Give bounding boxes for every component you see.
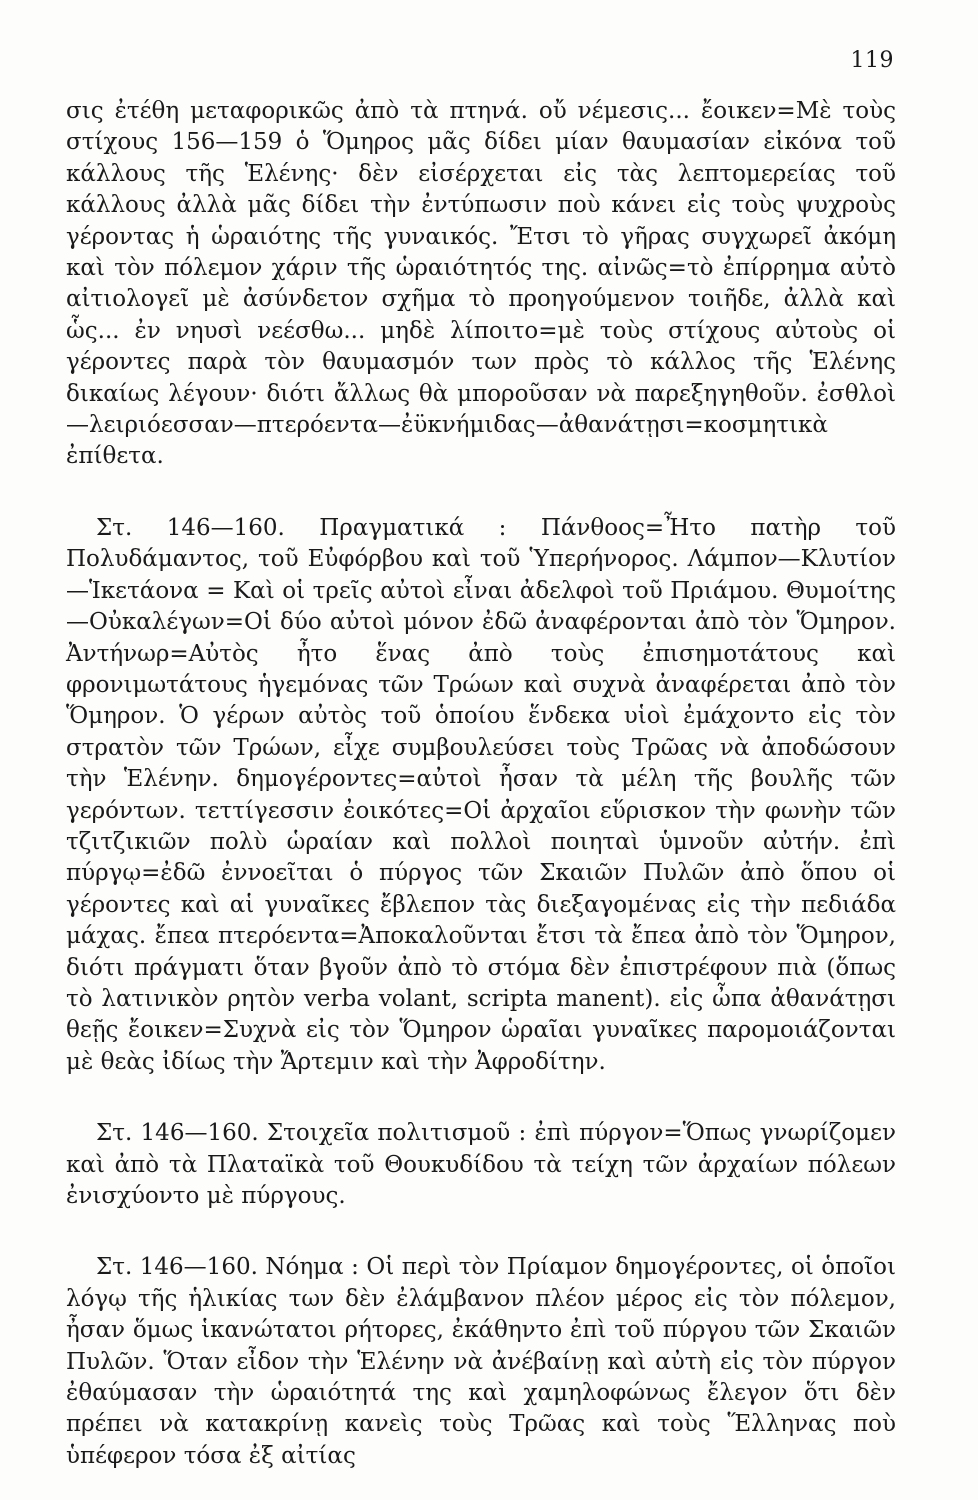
paragraph-politismos: Στ. 146—160. Στοιχεῖα πολιτισμοῦ : ἐπὶ πύργον=Ὅπως γνωρίζομεν καὶ ἀπὸ τὰ Πλαταϊκὰ τοῦ Θουκυδίδου τὰ τείχη τῶν ἀρχαίων πόλεων ἐνισχύοντο μὲ πύργους. xyxy=(66,1120,896,1209)
page-number: 119 xyxy=(850,48,894,73)
page-body xyxy=(66,96,896,1472)
paragraph-pragmatika: Στ. 146—160. Πραγματικά : Πάνθοος=Ἦτο πατὴρ τοῦ Πολυδάμαντος, τοῦ Εὐφόρβου καὶ τοῦ Ὑπερήνορος. Λάμπον—Κλυτίον—Ἱκετάονα = Καὶ οἱ τρεῖς αὐτοὶ εἶναι ἀδελφοὶ τοῦ Πριάμου. Θυμοίτης—Οὐκαλέγων=Οἱ δύο αὐτοὶ μόνον ἐδῶ ἀναφέρονται ἀπὸ τὸν Ὅμηρον. Ἀντήνωρ=Αὐτὸς ἦτο ἕνας ἀπὸ τοὺς ἐπισημοτάτους καὶ φρονιμωτάτους ἡγεμόνας τῶν Τρώων καὶ συχνὰ ἀναφέρεται ἀπὸ τὸν Ὅμηρον. Ὁ γέρων αὐτὸς τοῦ ὁποίου ἕνδεκα υἱοὶ ἐμάχοντο εἰς τὸν στρατὸν τῶν Τρώων, εἶχε συμβουλεύσει τοὺς Τρῶας νὰ ἀποδώσουν τὴν Ἑλένην. δημογέροντες=αὐτοὶ ἦσαν τὰ μέλη τῆς βουλῆς τῶν γερόντων. τεττίγεσσιν ἐοικότες=Οἱ ἀρχαῖοι εὕρισκον τὴν φωνὴν τῶν τζιτζικιῶν πολὺ ὡραίαν καὶ πολλοὶ ποιηταὶ ὑμνοῦν αὐτήν. ἐπὶ πύργῳ=ἐδῶ ἐννοεῖται ὁ πύργος τῶν Σκαιῶν Πυλῶν ἀπὸ ὅπου οἱ γέροντες καὶ αἱ γυναῖκες ἔβλεπον τὰς διεξαγομένας εἰς τὴν πεδιάδα μάχας. ἔπεα πτερόεντα=Ἀποκαλοῦνται ἔτσι τὰ ἔπεα ἀπὸ τὸν Ὅμηρον, διότι πράγματι ὅταν βγοῦν ἀπὸ τὸ στόμα δὲν ἐπιστρέφουν πιὰ (ὅπως τὸ λατινικὸν ρητὸν verba volant, scripta manent). εἰς ὦπα ἀθανάτῃσι θεῇς ἔοικεν=Συχνὰ εἰς τὸν Ὅμηρον ὡραῖαι γυναῖκες παρομοιάζονται μὲ θεὰς ἰδίως τὴν Ἄρτεμιν καὶ τὴν Ἀφροδίτην. xyxy=(66,514,896,1075)
paragraph-noima: Στ. 146—160. Νόημα : Οἱ περὶ τὸν Πρίαμον δημογέροντες, οἱ ὁποῖοι λόγῳ τῆς ἡλικίας των δὲν ἐλάμβανον πλέον μέρος εἰς τὸν πόλεμον, ἦσαν ὅμως ἱκανώτατοι ρήτορες, ἐκάθηντο ἐπὶ τοῦ πύργου τῶν Σκαιῶν Πυλῶν. Ὅταν εἶδον τὴν Ἑλένην νὰ ἀνέβαίνῃ καὶ αὐτὴ εἰς τὸν πύργον ἐθαύμασαν τὴν ὡραιότητά της καὶ χαμηλοφώνως ἔλεγον ὅτι δὲν πρέπει νὰ κατακρίνῃ κανεὶς τοὺς Τρῶας καὶ τοὺς Ἕλληνας ποὺ ὑπέφερον τόσα ἐξ αἰτίας xyxy=(66,1254,896,1469)
paragraph-notes: σις ἐτέθη μεταφορικῶς ἀπὸ τὰ πτηνά. οὔ νέμεσις... ἔοικεν=Μὲ τοὺς στίχους 156—159 ὁ Ὅμηρος μᾶς δίδει μίαν θαυμασίαν εἰκόνα τοῦ κάλλους τῆς Ἑλένης· δὲν εἰσέρχεται εἰς τὰς λεπτομερείας τοῦ κάλλους ἀλλὰ μᾶς δίδει τὴν ἐντύπωσιν ποὺ κάνει εἰς τοὺς ψυχροὺς γέροντας ἡ ὡραιότης τῆς γυναικός. Ἔτσι τὸ γῆρας συγχωρεῖ ἀκόμη καὶ τὸν πόλεμον χάριν τῆς ὡραιότητός της. αἰνῶς=τὸ ἐπίρρημα αὐτὸ αἰτιολογεῖ μὲ ἀσύνδετον σχῆμα τὸ προηγούμενον τοιῆδε, ἀλλὰ καὶ ὧς... ἐν νηυσὶ νεέσθω... μηδὲ λίποιτο=μὲ τοὺς στίχους αὐτοὺς οἱ γέροντες παρὰ τὸν θαυμασμόν των πρὸς τὸ κάλλος τῆς Ἑλένης δικαίως λέγουν· διότι ἄλλως θὰ μποροῦσαν νὰ παρεξηγηθοῦν. ἐσθλοὶ—λειριόεσσαν—πτερόεντα—ἐϋκνήμιδας—ἀθανάτῃσι=κοσμητικὰ ἐπίθετα. xyxy=(66,98,896,470)
